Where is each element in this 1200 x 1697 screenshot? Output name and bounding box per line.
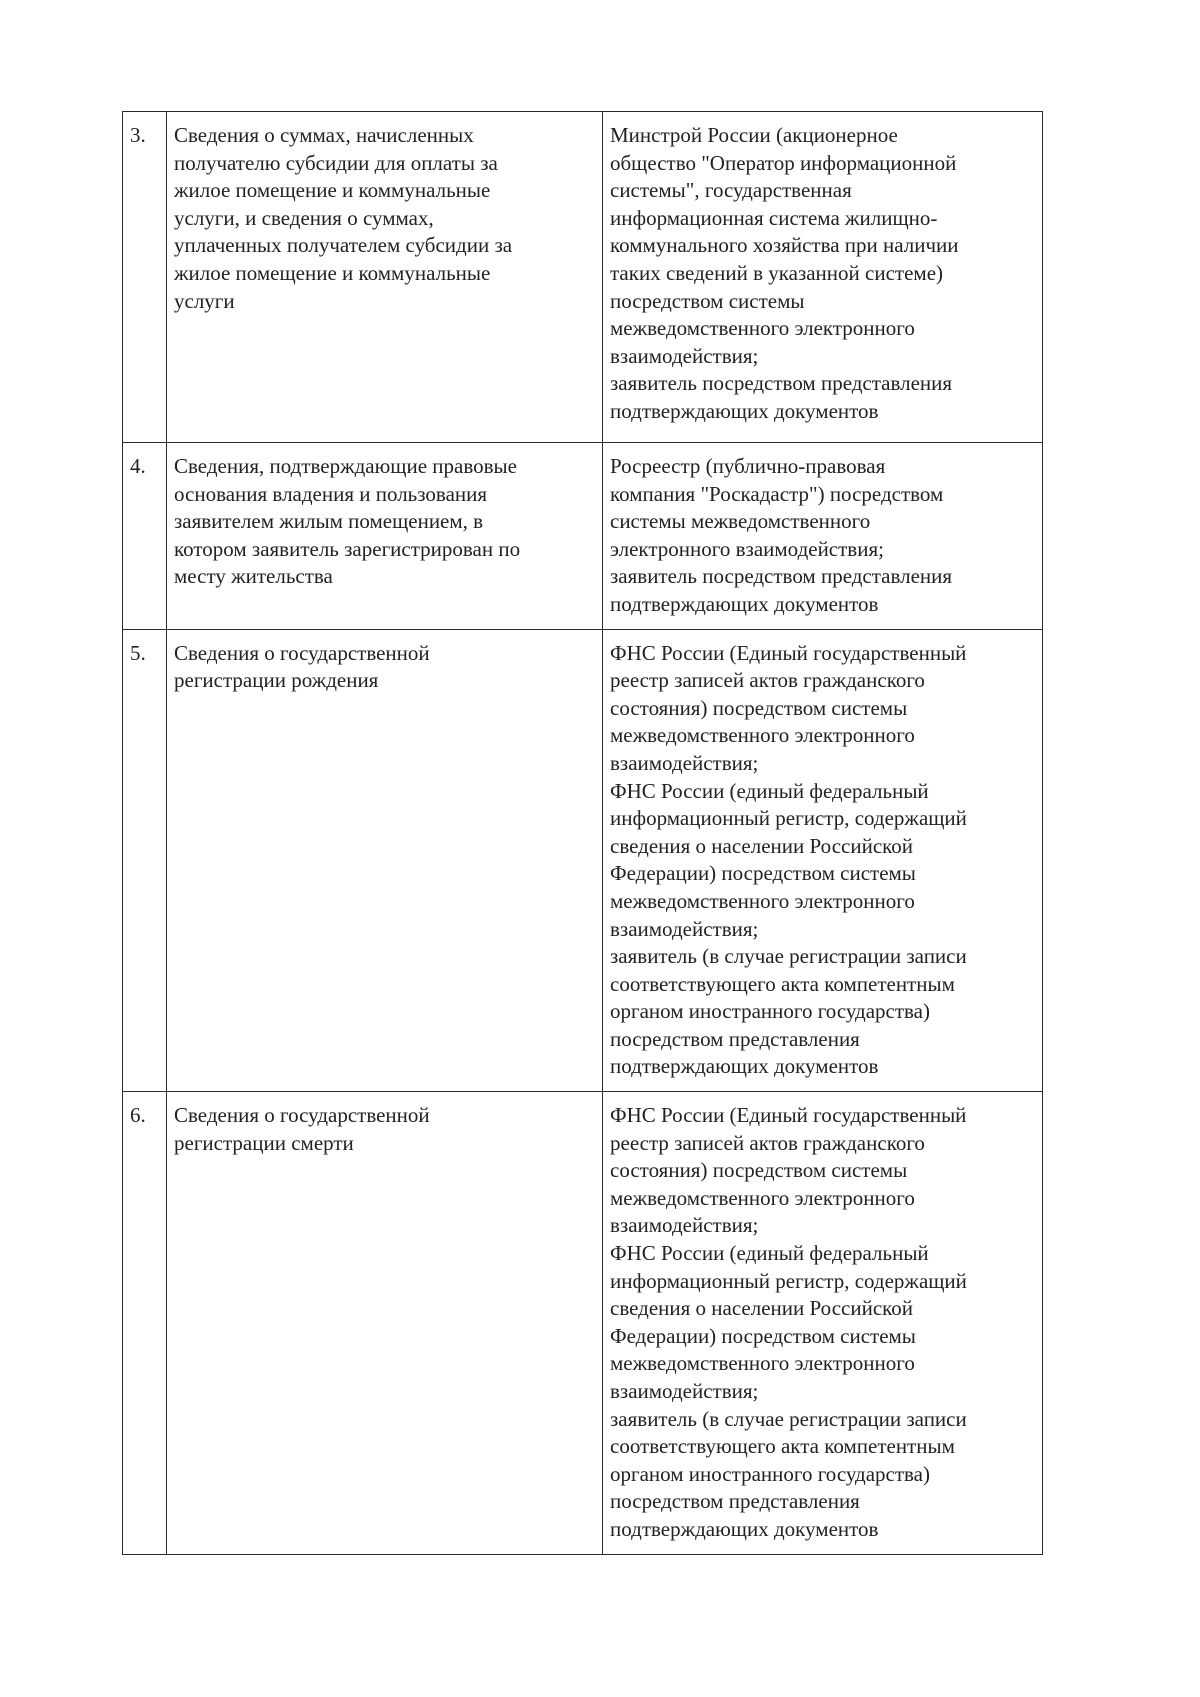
row-number: 5. xyxy=(123,629,167,1092)
row-number: 6. xyxy=(123,1092,167,1555)
data-sources-table xyxy=(122,111,1043,1555)
table-row xyxy=(123,443,1043,630)
table-row xyxy=(123,112,1043,443)
table-row xyxy=(123,1092,1043,1555)
source-cell: ФНС России (Единый государственный реестр записей актов гражданского состояния) посредством системы межведомственного электронного взаимодействия; ФНС России (единый федеральный информационный регистр, содержащий сведения о населении Российской Федерации) посредством системы межведомственного электронного взаимодействия; заявитель (в случае регистрации записи соответствующего акта компетентным органом иностранного государства) посредством представления подтверждающих документов xyxy=(603,1092,1043,1555)
source-cell: Росреестр (публично-правовая компания "Роскадастр") посредством системы межведомственного электронного взаимодействия; заявитель посредством представления подтверждающих документов xyxy=(603,443,1043,630)
information-cell: Сведения о государственной регистрации смерти xyxy=(167,1092,603,1555)
information-cell: Сведения, подтверждающие правовые основания владения и пользования заявителем жилым помещением, в котором заявитель зарегистрирован по месту жительства xyxy=(167,443,603,630)
row-number: 4. xyxy=(123,443,167,630)
source-cell: Минстрой России (акционерное общество "Оператор информационной системы", государственная информационная система жилищно- коммунального хозяйства при наличии таких сведений в указанной системе) посредством системы межведомственного электронного взаимодействия; заявитель посредством представления подтверждающих документов xyxy=(603,112,1043,443)
information-cell: Сведения о государственной регистрации рождения xyxy=(167,629,603,1092)
source-cell: ФНС России (Единый государственный реестр записей актов гражданского состояния) посредством системы межведомственного электронного взаимодействия; ФНС России (единый федеральный информационный регистр, содержащий сведения о населении Российской Федерации) посредством системы межведомственного электронного взаимодействия; заявитель (в случае регистрации записи соответствующего акта компетентным органом иностранного государства) посредством представления подтверждающих документов xyxy=(603,629,1043,1092)
table-row xyxy=(123,629,1043,1092)
information-cell: Сведения о суммах, начисленных получателю субсидии для оплаты за жилое помещение и коммунальные услуги, и сведения о суммах, уплаченных получателем субсидии за жилое помещение и коммунальные услуги xyxy=(167,112,603,443)
row-number: 3. xyxy=(123,112,167,443)
